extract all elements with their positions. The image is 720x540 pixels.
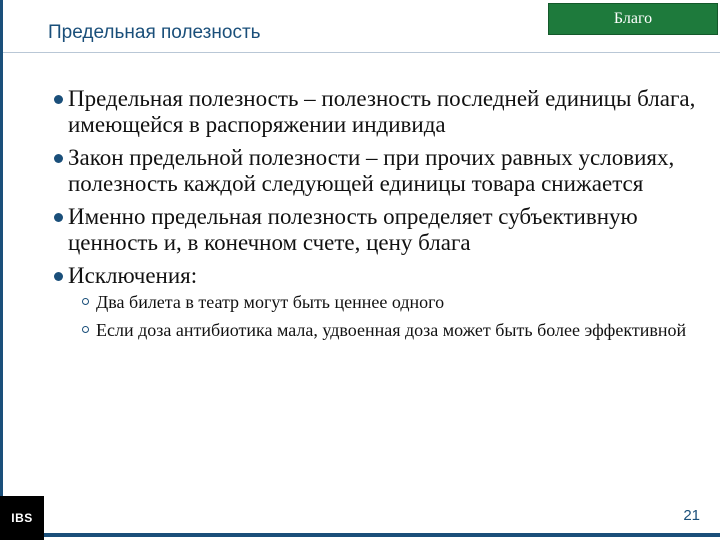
ring-bullet-icon (82, 326, 89, 333)
ring-bullet-icon (82, 298, 89, 305)
bullet-text: Исключения: (68, 263, 198, 288)
bullet-dot-icon (54, 213, 63, 222)
bullet-text: Закон предельной полезности – при прочих равных условиях, полезность каждой следующей единицы товара снижается (68, 145, 675, 196)
sub-bullet-text: Два билета в театр могут быть ценнее одного (96, 292, 445, 312)
sub-bullet-item (68, 319, 702, 341)
bullet-dot-icon (54, 95, 63, 104)
bullet-text: Предельная полезность – полезность последней единицы блага, имеющейся в распоряжении индивида (68, 86, 696, 137)
bullet-list (52, 86, 702, 348)
bullet-text: Именно предельная полезность определяет субъективную ценность и, в конечном счете, цену блага (68, 204, 638, 255)
section-tag: Благо (548, 3, 718, 35)
page-number: 21 (683, 507, 700, 524)
bullet-dot-icon (54, 154, 63, 163)
title-divider (3, 52, 720, 53)
bullet-item (52, 145, 702, 197)
bullet-item (52, 86, 702, 138)
sub-bullet-text: Если доза антибиотика мала, удвоенная доза может быть более эффективной (96, 320, 687, 340)
ibs-logo: IBS (0, 496, 44, 540)
left-accent-rule (0, 0, 3, 540)
slide-title: Предельная полезность (48, 22, 261, 43)
sub-bullet-list (68, 291, 702, 341)
bullet-item (52, 204, 702, 256)
bullet-dot-icon (54, 272, 63, 281)
footer-rule (44, 533, 720, 537)
sub-bullet-item (68, 291, 702, 313)
bullet-item (52, 263, 702, 341)
